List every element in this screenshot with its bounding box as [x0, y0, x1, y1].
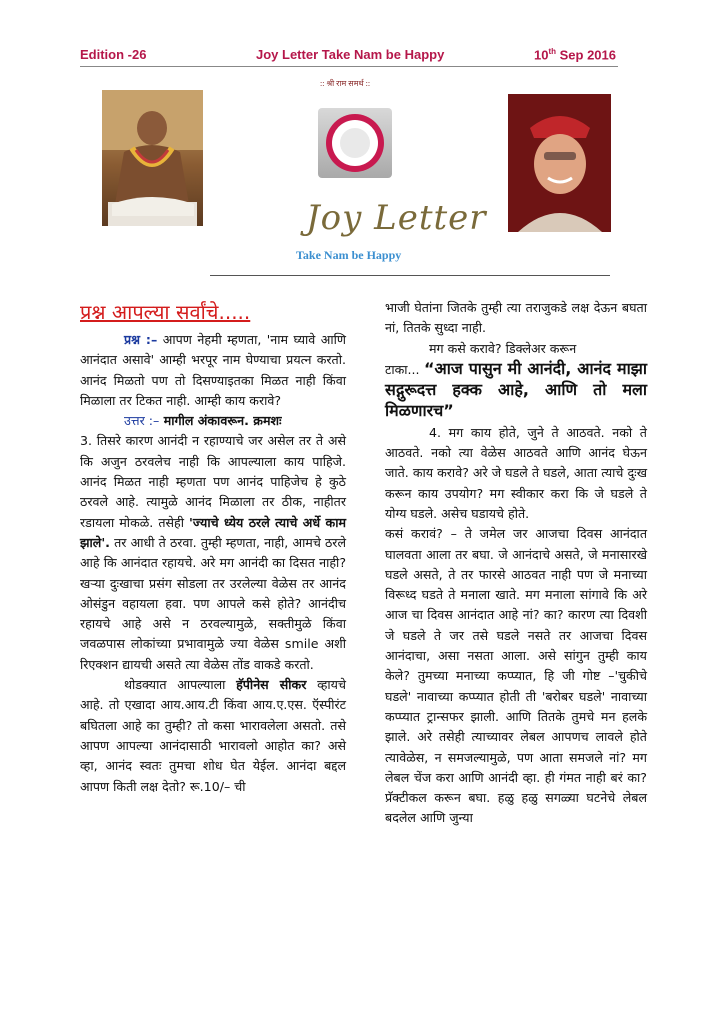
- saint-photo: [102, 90, 203, 226]
- how-to-paragraph: कसं करावं? – ते जमेल जर आजचा दिवस आनंदात घालवता आला तर बघा. जे आनंदाचे असते, जे मनासारखे घडले असते, ते तर फारसे आठवत नाही पण जे मनाच्या विरूध्द घडते ते मनाला खाते. मग मनाला सांगावे कि अरे आज चा दिवस आनंदात आहे नां? का? कारण त्या दिवशी जे घडले ते जर तसे घडले नसते तर आजचा दिवस आनंदाचा, असा नसता आला. असे सांगुन तुम्ही काय केले? तुमच्या मनाच्या कप्प्यात, हि जी गोष्ट –'चुकीचे घडले' नावाच्या कप्प्यात होती ती 'बरोबर घडले' नावाच्या कप्प्यात ट्रान्सफर झाली. आणि तितके तुमचे मन हलके झाले. अरे तसेही त्याच्यावर लेबल आपणच लावले होते त्यावेळेस, न समजल्यामुळे, पण आता समजले नां? मग लेबल चेंज करा आणि आनंदी व्हा. ही गंमत नाही बरं का? प्रॅक्टीकल करून बघा. हळु हळु सगळ्या घटनेचे लेबल बदलेल आणि जुन्या: [385, 526, 647, 826]
- masthead-banner: [80, 66, 620, 292]
- declaration-paragraph: [385, 359, 647, 423]
- happiness-seeker-paragraph: [80, 675, 346, 797]
- point-3-paragraph: [80, 431, 346, 675]
- joy-letter-logo: [318, 108, 392, 178]
- question-paragraph: [80, 330, 346, 411]
- banner-divider: [210, 275, 610, 276]
- edition-label: Edition -26: [80, 47, 147, 62]
- author-photo: [508, 94, 611, 232]
- question-text: आपण नेहमी म्हणता, 'नाम घ्यावे आणि आनंदात असावे' आम्ही भरपूर नाम घेण्याचा प्रयत्न करतो. आनंद मिळतो पण तो दिसण्याइतका मिळत नाही किंवा मिळाला तर टिकत नाही. आम्ही काय करावे?: [80, 332, 346, 408]
- point-4-paragraph: 4. मग काय होते, जुने ते आठवते. नको ते आठवते. नको त्या वेळेस आठवते आणि आनंद घेऊन जाते. काय करावे? अरे जे घडले ते घडले, आता त्याचे दुःख करून काय उपयोग? मग स्वीकार करा कि जे घडले ते योग्य घडले. असेच घडायचे होते.: [385, 424, 647, 521]
- logo-script-text: Joy Letter: [306, 198, 487, 238]
- happiness-seeker-term: हॅपीनेस सीकर: [236, 677, 307, 693]
- seeker-text-b: व्हायचे आहे. तो एखादा आय.आय.टी किंवा आय.ए.एस. ऍस्पीरंट बघितला आहे का तुम्ही? तो कसा भारावलेला असतो. तसे आपण आपल्या आनंदासाठी भारावलो आहोत का? असे व्हा, आनंद स्वतः तुमचा शोध घेत येईल. आनंदा बद्दल आपण किती लक्ष देतो? रू.10/– ची: [80, 677, 346, 794]
- shri-ram-samarth-text: :: श्री राम समर्थ ::: [320, 79, 371, 88]
- point-3-text-c: अशी रिएक्शन द्यायची असते त्या वेळेस तोंड वाकडे करतो.: [80, 636, 347, 672]
- answer-label: उत्तर :–: [124, 413, 160, 429]
- declaration-quote: “आज पासुन मी आनंदी, आनंद माझा सद्गुरूदत्त हक्क आहे, आणि तो मला मिळणारच”: [385, 358, 647, 421]
- page-header: [80, 44, 618, 67]
- answer-heading: [80, 411, 346, 431]
- seeker-text-a: थोडक्यात आपल्याला: [124, 677, 237, 693]
- point-3-text-a: 3. तिसरे कारण आनंदी न रहाण्याचे जर असेल तर ते असे कि अजुन ठरवलेच नाही कि आपल्याला काय पाहिजे. आनंद मिळत नाही म्हणता पण आनंद पाहिजेच हे कुठे ठरवले आहे. त्यामुळे आनंद मिळाला तर ठीक, नाहीतर रडायला मोकळे. तसेही: [80, 433, 346, 530]
- date-rest: Sep 2016: [556, 47, 616, 63]
- date-day: 10: [533, 47, 549, 63]
- article-column-left: [80, 298, 346, 797]
- newsletter-title: Joy Letter Take Nam be Happy: [256, 47, 445, 62]
- article-column-right: [385, 298, 647, 829]
- date-ordinal: th: [548, 47, 556, 56]
- declare-paragraph: मग कसे करावे? डिक्लेअर करून: [429, 340, 577, 356]
- logo-tagline: Take Nam be Happy: [296, 248, 402, 262]
- issue-date: [534, 47, 616, 62]
- article-heading: प्रश्न आपल्या सर्वांचे.....: [80, 300, 251, 324]
- declaration-lead: टाका...: [385, 361, 424, 377]
- continued-paragraph: भाजी घेतांना जितके तुम्ही त्या तराजुकडे लक्ष देऊन बघता नां, तितके सुध्दा नाही.: [385, 300, 647, 336]
- continued-note: मागील अंकावरून. क्रमशः: [159, 413, 282, 429]
- point-3-text-b: तर आधी ते ठरवा. तुम्ही म्हणता, नाही, आमचे ठरले आहे कि आनंदात रहायचे. अरे मग आनंदी का दिसत नाही? खऱ्या दुःखाचा प्रसंग सोडला तर उरलेल्या वेळेस तर आनंद ओसंडुन वहायला हवा. पण आपले कसे होते? आनंदीच रहायचे आहे असे न ठरवल्यामुळे, सक्तीमुळे किंवा जवळपास लोकांच्या प्रभावामुळे ज्या वेळेस: [80, 534, 346, 652]
- smile-word: smile: [284, 636, 319, 652]
- point-3-quote: 'ज्याचे ध्येय ठरले त्याचे अर्धे काम झाले'.: [80, 514, 346, 550]
- question-label: प्रश्न :–: [124, 332, 158, 347]
